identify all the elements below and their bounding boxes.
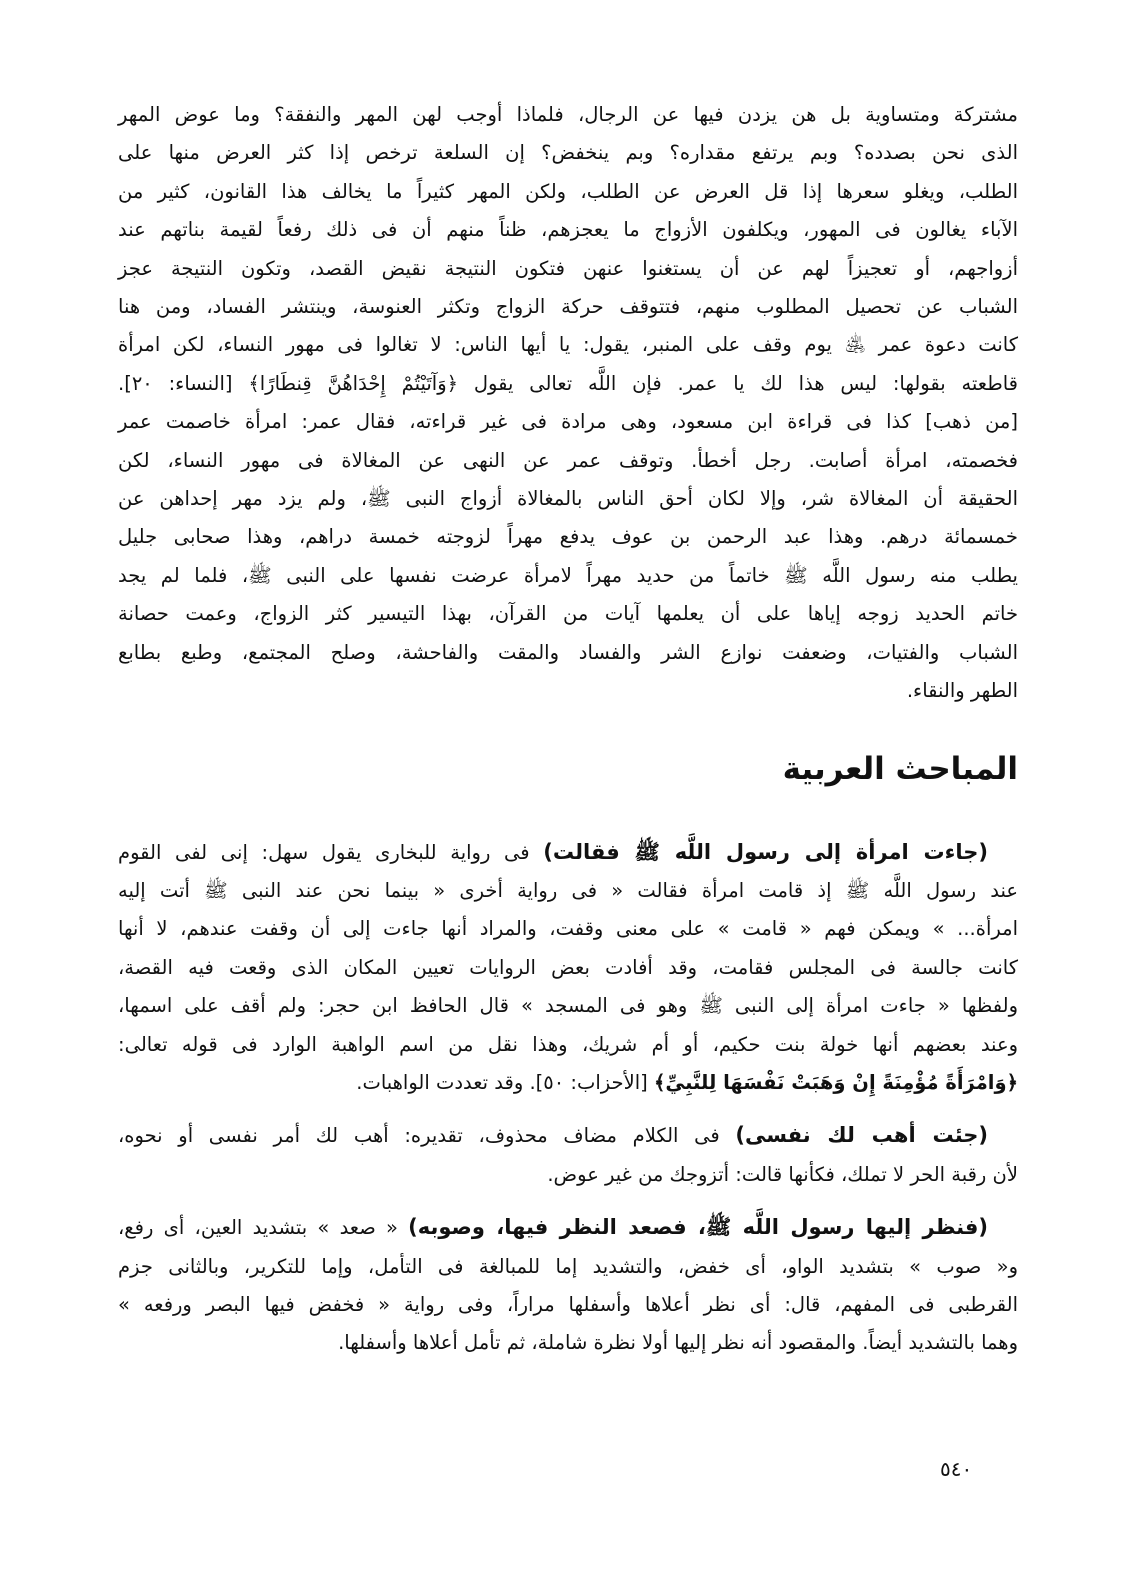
text-line: و« صوب » بتشديد الواو، أى خفض، والتشديد إما للمبالغة فى التأمل، وإما للتكرير، وبالثانى جزم [118,1254,1018,1278]
quran-verse: ﴿وَامْرَأَةً مُؤْمِنَةً إِنْ وَهَبَتْ نَفْسَهَا لِلنَّبِيِّ﴾ [653,1070,1018,1094]
text-line: كانت جالسة فى المجلس فقامت، وقد أفادت بعض الروايات تعيين المكان الذى وقعت فيه القصة، [118,955,1018,979]
text-line: وهما بالتشديد أيضاً. والمقصود أنه نظر إليها أولا نظرة شاملة، ثم تأمل أعلاها وأسفلها. [338,1331,1018,1355]
commentary-paragraph-2 [118,1116,1018,1194]
text-line: الحقيقة أن المغالاة شر، وإلا لكان أحق الناس بالمغالاة أزواج النبى ﷺ، ولم يزد مهر إحداهن عن [118,487,1018,511]
text-line: الطهر والنقاء. [906,679,1018,703]
text-line: الطلب، ويغلو سعرها إذا قل العرض عن الطلب، ولكن المهر كثيراً ما يخالف هذا القانون، كثير من [118,179,1018,203]
text-line: الشباب والفتيات، وضعفت نوازع الشر والفساد والمقت والفاحشة، وصلح المجتمع، وطبع بطابع [118,640,1018,664]
body-paragraph [118,96,1018,711]
commentary-lead-phrase: (جئت أهب لك نفسى) [735,1123,989,1148]
commentary-text: « صعد » بتشديد العين، أى رفع، [118,1216,409,1240]
text-line: خمسمائة درهم. وهذا عبد الرحمن بن عوف يدفع مهراً لزوجته خمسة دراهم، وهذا صحابى جليل [118,525,1018,549]
text-line: ولفظها « جاءت امرأة إلى النبى ﷺ وهو فى المسجد » قال الحافظ ابن حجر: ولم أقف على اسمها، [118,994,1018,1018]
text-line: كانت دعوة عمر ﵁ يوم وقف على المنبر، يقول: يا أيها الناس: لا تغالوا فى مهور النساء، لكن امرأة [118,333,1018,357]
commentary-paragraph-1 [118,833,1018,1103]
text-line: [من ذهب] كذا فى قراءة ابن مسعود، وهى مرادة فى غير قراءته، فقال عمر: امرأة خاصمت عمر [118,410,1018,434]
text-line: لأن رقبة الحر لا تملك، فكأنها قالت: أتزوجك من غير عوض. [547,1162,1018,1186]
section-heading: المباحث العربية [782,750,1018,787]
text-line-quran [118,1064,1018,1102]
text-line: امرأة... » ويمكن فهم « قامت » على معنى وقفت، والمراد أنها جاءت إلى أن وقفت عندهم، لا أنها [118,917,1018,941]
commentary-text: فى الكلام مضاف محذوف، تقديره: أهب لك أمر نفسى أو نحوه، [118,1124,736,1148]
text-line: الذى نحن بصدده؟ وبم يرتفع مقداره؟ وبم ينخفض؟ إن السلعة ترخص إذا كثر العرض منها على [118,141,1018,165]
text-line: عند رسول اللَّه ﷺ إذ قامت امرأة فقالت « فى رواية أخرى « بينما نحن عند النبى ﷺ أتت إليه [118,878,1018,902]
book-page [118,96,1018,1363]
text-line: فخصمته، امرأة أصابت. رجل أخطأ. وتوقف عمر عن النهى عن المغالاة فى مهور النساء، لكن [118,448,1018,472]
text-line: أزواجهم، أو تعجيزاً لهم عن أن يستغنوا عنهن فتكون النتيجة نقيض القصد، وتكون النتيجة عجز [118,256,1018,280]
text-line: يطلب منه رسول اللَّه ﷺ خاتماً من حديد مهراً لامرأة عرضت نفسها على النبى ﷺ، فلما لم يجد [118,563,1018,587]
text-line: مشتركة ومتساوية بل هن يزدن فيها عن الرجال، فلماذا أوجب لهن المهر والنفقة؟ وما عوض المهر [118,103,1018,126]
commentary-first-line [118,833,1018,872]
commentary-paragraph-3 [118,1208,1018,1363]
text-line: وعند بعضهم أنها خولة بنت حكيم، أو أم شريك، وهذا نقل من اسم الواهبة الوارد فى قوله تعالى: [118,1032,1018,1056]
text-line: الآباء يغالون فى المهور، ويكلفون الأزواج ما يعجزهم، ظناً منهم أن فى ذلك رفعاً لقيمة بناتهم عند [118,218,1018,242]
page-number: ٥٤٠ [940,1457,973,1481]
commentary-first-line [118,1116,1018,1155]
commentary-lead-phrase: (فنظر إليها رسول اللَّه ﷺ، فصعد النظر فيها، وصوبه) [408,1215,988,1240]
text-line: الشباب عن تحصيل المطلوب منهم، فتتوقف حركة الزواج وتكثر العنوسة، وينتشر الفساد، ومن هنا [118,295,1018,319]
verse-reference: [الأحزاب: ٥٠]. وقد تعددت الواهبات. [356,1070,654,1094]
text-line: القرطبى فى المفهم، قال: أى نظر أعلاها وأسفلها مراراً، وفى رواية « فخفض فيها البصر ورفعه » [118,1292,1018,1316]
commentary-first-line [118,1208,1018,1247]
commentary-lead-phrase: (جاءت امرأة إلى رسول اللَّه ﷺ فقالت) [543,839,988,864]
commentary-text: فى رواية للبخارى يقول سهل: إنى لفى القوم [118,840,544,864]
text-line: خاتم الحديد زوجه إياها على أن يعلمها آيات من القرآن، بهذا التيسير كثر الزواج، وعمت حصانة [118,602,1018,626]
text-line-quran: قاطعته بقولها: ليس هذا لك يا عمر. فإن اللَّه تعالى يقول ﴿وَآتَيْتُمْ إِحْدَاهُنَّ قِنطَارًا﴾ [النساء: ٢٠]. [118,371,1018,395]
